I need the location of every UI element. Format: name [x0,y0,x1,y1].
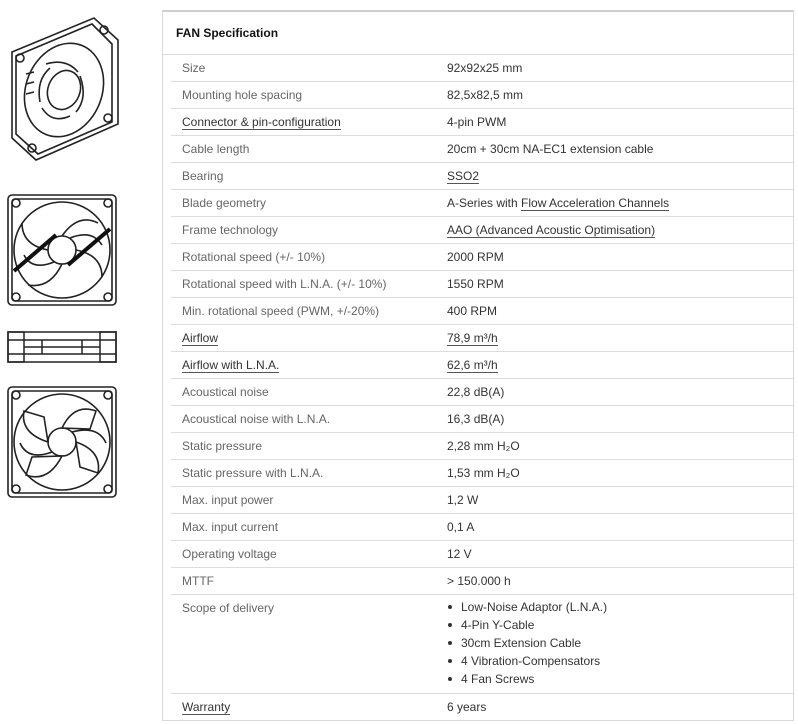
spec-label: Size [182,61,206,75]
spec-label: Acoustical noise with L.N.A. [182,412,331,426]
spec-label: Min. rotational speed (PWM, +/-20%) [182,304,380,318]
table-row [171,109,793,136]
spec-label: Max. input power [182,493,274,507]
warranty-link[interactable]: Warranty [182,700,231,714]
list-item: 4 Vibration-Compensators [447,652,793,670]
spec-value: > 150.000 h [447,574,511,588]
spec-label: Cable length [182,142,250,156]
table-row [171,352,793,379]
spec-label: Operating voltage [182,547,277,561]
table-row [171,379,793,406]
airflow-link[interactable]: Airflow [182,331,219,345]
table-row [171,595,793,694]
spec-value: 22,8 dB(A) [447,385,505,399]
airflow-lna-link[interactable]: Airflow with L.N.A. [182,358,280,372]
spec-label: Blade geometry [182,196,267,210]
table-row [171,541,793,568]
table-row [171,271,793,298]
spec-value: 2,28 mm H₂O [447,439,520,453]
list-item: 30cm Extension Cable [447,634,793,652]
spec-value: 1,2 W [447,493,479,507]
spec-value: 1,53 mm H₂O [447,466,520,480]
spec-value: 2000 RPM [447,250,504,264]
spec-label: Frame technology [182,223,279,237]
spec-value: 12 V [447,547,472,561]
spec-value: 92x92x25 mm [447,61,523,75]
fan-isometric-drawing [6,14,122,164]
airflow-value-link[interactable]: 78,9 m³/h [447,331,498,345]
fan-drawings [0,0,130,724]
aao-link[interactable]: AAO (Advanced Acoustic Optimisation) [447,223,656,237]
table-row [171,433,793,460]
table-row [171,514,793,541]
table-title: FAN Specification [163,12,793,55]
table-row [171,217,793,244]
spec-value: 1550 RPM [447,277,504,291]
table-row [171,487,793,514]
spec-label: Static pressure with L.N.A. [182,466,324,480]
table-row [171,298,793,325]
table-row [171,190,793,217]
spec-label: Max. input current [182,520,279,534]
spec-label: Mounting hole spacing [182,88,303,102]
spec-label: Rotational speed (+/- 10%) [182,250,326,264]
spec-label: MTTF [182,574,214,588]
airflow-lna-value-link[interactable]: 62,6 m³/h [447,358,498,372]
bearing-sso2-link[interactable]: SSO2 [447,169,480,183]
spec-value: 16,3 dB(A) [447,412,505,426]
list-item: 4-Pin Y-Cable [447,616,793,634]
scope-of-delivery-list [447,598,793,688]
spec-value: 0,1 A [447,520,475,534]
table-row [171,568,793,595]
connector-pin-configuration-link[interactable]: Connector & pin-configuration [182,115,341,129]
spec-value: 20cm + 30cm NA-EC1 extension cable [447,142,654,156]
list-item: Low-Noise Adaptor (L.N.A.) [447,598,793,616]
fan-back-drawing [6,385,118,499]
table-row [171,163,793,190]
table-row [171,325,793,352]
fan-side-drawing [6,330,118,364]
spec-label: Acoustical noise [182,385,269,399]
spec-value: 4-pin PWM [447,115,507,129]
spec-value: 400 RPM [447,304,498,318]
table-row [171,82,793,109]
spec-label: Rotational speed with L.N.A. (+/- 10%) [182,277,387,291]
spec-value: 82,5x82,5 mm [447,88,524,102]
flow-acceleration-channels-link[interactable]: Flow Acceleration Channels [521,196,670,210]
spec-value-text: A-Series with [447,196,522,210]
list-item: 4 Fan Screws [447,670,793,688]
table-row [171,55,793,82]
spec-label: Static pressure [182,439,263,453]
spec-label: Bearing [182,169,224,183]
fan-front-drawing [6,193,118,307]
table-row [171,244,793,271]
table-row [171,460,793,487]
fan-specification-table [162,10,794,721]
table-row [171,136,793,163]
spec-label: Scope of delivery [182,601,275,615]
spec-value: 6 years [447,700,487,714]
table-row [171,406,793,433]
table-row [171,694,793,720]
